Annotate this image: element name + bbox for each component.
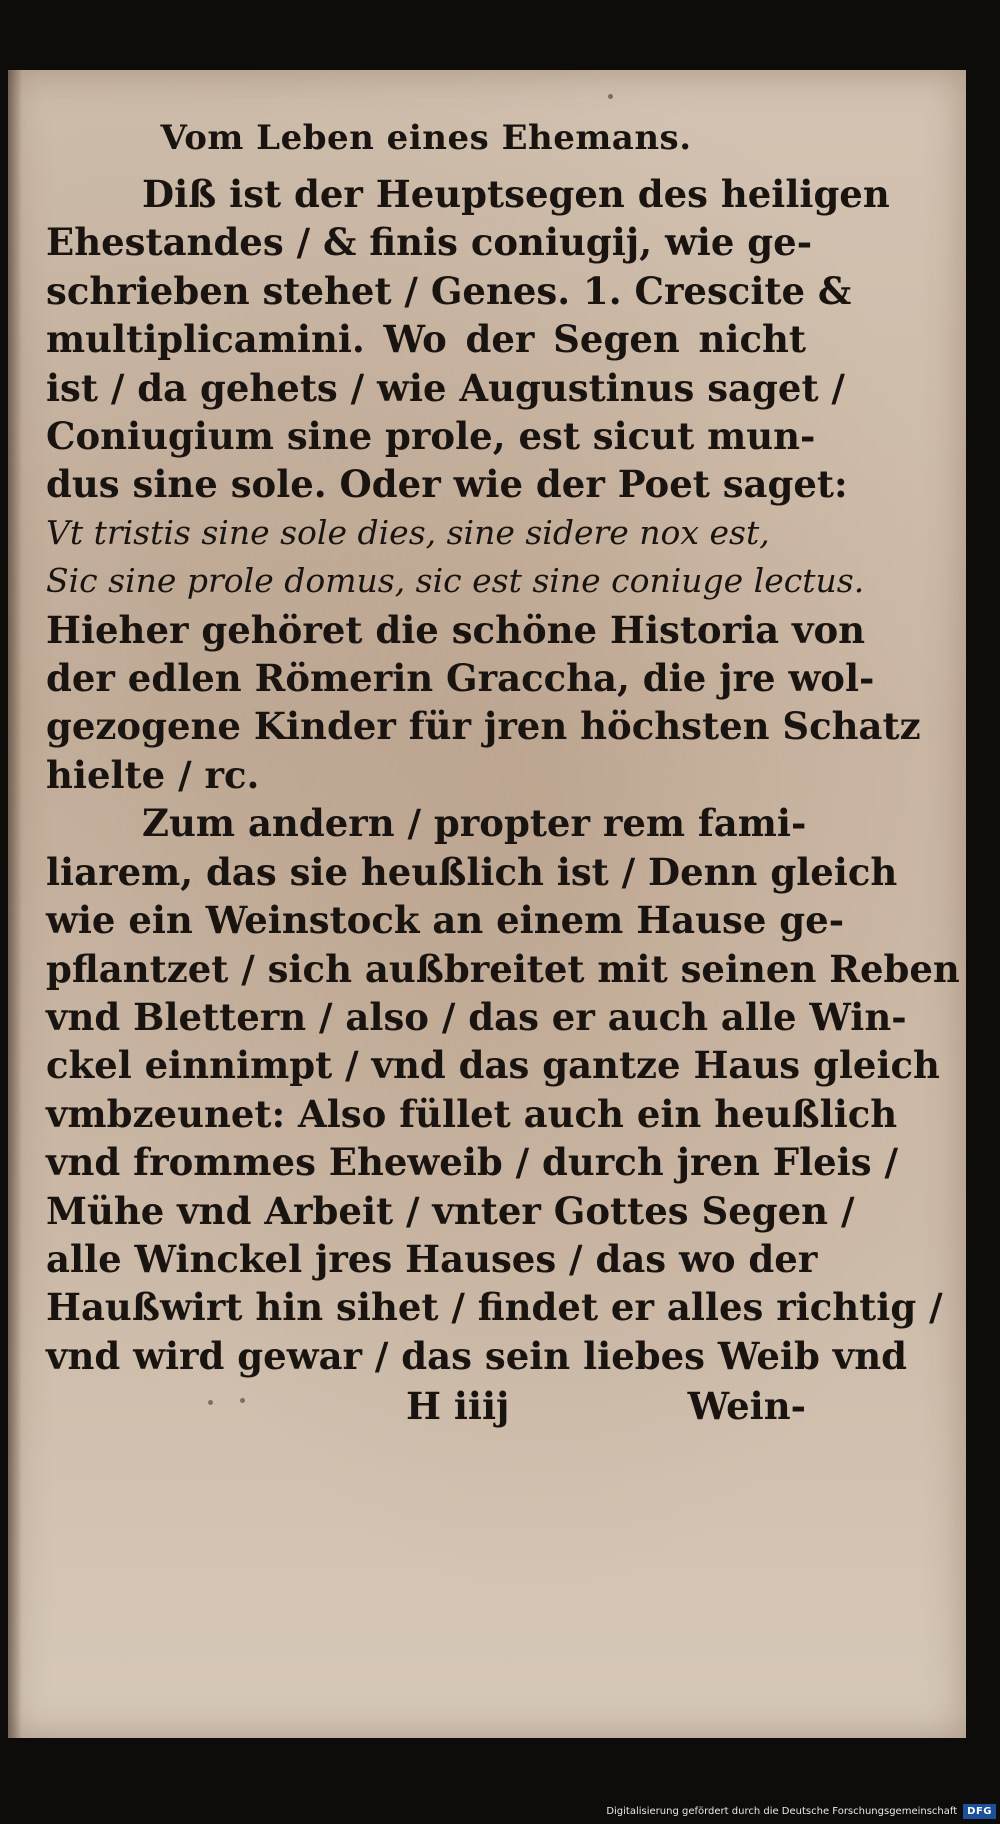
text-line: Mühe vnd Arbeit / vnter Gottes Segen /: [46, 1188, 855, 1233]
page-text: [46, 118, 960, 1444]
binding-shadow: [8, 70, 22, 1738]
text-line: der edlen Römerin Graccha, die jre wol-: [46, 656, 875, 701]
text-line: Haußwirt hin sihet / findet er alles richtig /: [46, 1285, 943, 1330]
credit-text: Digitalisierung gefördert durch die Deutsche Forschungsgemeinschaft: [606, 1805, 958, 1817]
text-line: Zum andern / propter rem fami-: [142, 801, 807, 846]
verse-line: Sic sine prole domus, sic est sine coniuge lectus.: [46, 561, 865, 601]
text-line: pflantzet / sich außbreitet mit seinen Reben: [46, 946, 960, 991]
text-line: hielte / rc.: [46, 752, 260, 797]
text-line: vnd wird gewar / das sein liebes Weib vnd: [46, 1333, 908, 1378]
text-line: ist / da gehets / wie Augustinus saget /: [46, 365, 845, 410]
text-line: alle Winckel jres Hauses / das wo der: [46, 1236, 818, 1281]
signature-mark: H iiij: [406, 1384, 510, 1429]
running-head: Vom Leben eines Ehemans.: [160, 118, 692, 158]
text-line: multiplicamini. Wo der Segen nicht: [46, 317, 806, 362]
text-line: vnd frommes Eheweib / durch jren Fleis /: [46, 1140, 898, 1185]
ink-speck: [608, 94, 613, 99]
text-line: liarem, das sie heußlich ist / Denn gleich: [46, 849, 898, 894]
verse-line: Vt tristis sine sole dies, sine sidere nox est,: [46, 512, 770, 552]
dfg-logo: DFG: [963, 1804, 996, 1819]
text-line: dus sine sole. Oder wie der Poet saget:: [46, 462, 848, 507]
paper-leaf: [8, 70, 966, 1738]
text-line: ckel einnimpt / vnd das gantze Haus gleich: [46, 1043, 940, 1088]
text-line: Ehestandes / & finis coniugij, wie ge-: [46, 220, 813, 265]
catchword: Wein-: [687, 1384, 806, 1429]
text-line: gezogene Kinder für jren höchsten Schatz: [46, 704, 921, 749]
text-line: Coniugium sine prole, est sicut mun-: [46, 414, 816, 459]
text-line: vnd Blettern / also / das er auch alle Win-: [46, 994, 907, 1039]
text-line: Hieher gehöret die schöne Historia von: [46, 607, 866, 652]
text-line: Diß ist der Heuptsegen des heiligen: [142, 172, 890, 216]
page-footer: [46, 1384, 806, 1444]
text-line: schrieben stehet / Genes. 1. Crescite &: [46, 268, 852, 313]
digitization-credit: [606, 1800, 996, 1822]
text-line: wie ein Weinstock an einem Hause ge-: [46, 898, 845, 943]
text-line: vmbzeunet: Also füllet auch ein heußlich: [46, 1091, 898, 1136]
